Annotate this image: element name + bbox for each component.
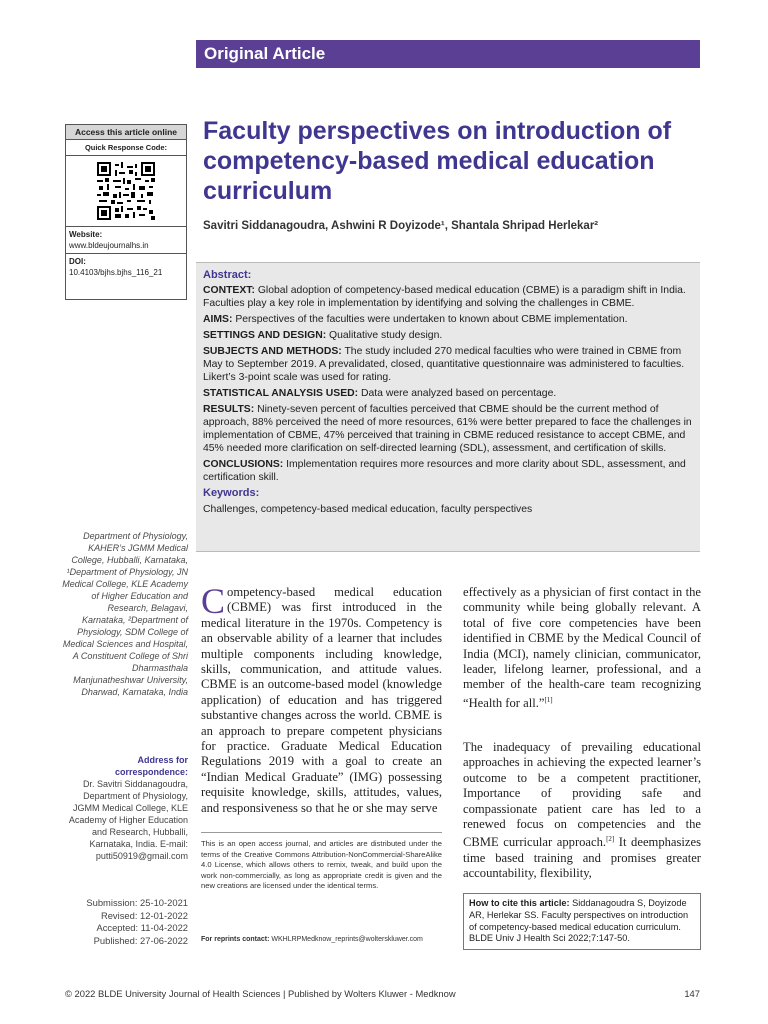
correspondence-heading: Address for correspondence: — [114, 755, 188, 777]
footer-text: © 2022 BLDE University Journal of Health Sciences | Published by Wolters Kluwer - Medknow — [65, 988, 456, 999]
abstract-heading: Abstract: — [203, 269, 252, 281]
keywords-list: Challenges, competency-based medical education, faculty perspectives — [203, 504, 533, 515]
abstract-conclusions: CONCLUSIONS: Implementation requires more resources and more clarity about SDL, assessment, and certification skill. — [203, 459, 686, 483]
cite-label: How to cite this article: — [469, 898, 570, 908]
qr-code-icon[interactable] — [97, 162, 155, 220]
body-text-1: ompetency-based medical education (CBME) was first introduced in the medical literature in the 1970s. Competency is an observable ability of a learner that includes multiple components including knowledge, skills, communication, and attitude values. CBME is an outcome-based model (knowledge application) of education and has triggered substantive changes across the world. CBME is an approach to prepare competent physicians for practice. Graduate Medical Education Regulations 2019 with a goal to create an “Indian Medical Graduate” (IMG) possessing requisite knowledge, skills, attitudes, values, and responsiveness so that he or she may serve — [201, 585, 442, 815]
body-column-1 — [201, 581, 442, 816]
affiliation: Department of Physiology, KAHER’s JGMM Medical College, Hubballi, Karnataka, ¹Department of Physiology, JN Medical College, KLE Academy of Higher Education and Research, Belagavi, Karnataka, ²Department of Physiology, SDM College of Medical Sciences and Hospital, A Constituent College of Shri Dharmasthala Manjunatheshwar University, Dharwad, Karnataka, India — [62, 531, 188, 697]
license-notice: This is an open access journal, and articles are distributed under the terms of the Creative Commons Attribution-NonCommercial-ShareAlike 4.0 License, which allows others to remix, tweak, and build upon the work non-commercially, as long as appropriate credit is given and the new creations are licensed under the identical terms. — [201, 832, 442, 892]
reprints-contact: For reprints contact: WKHLRPMedknow_reprints@wolterskluwer.com — [201, 936, 423, 943]
accepted-date: Accepted: 11-04-2022 — [96, 922, 188, 933]
cite-text: Siddanagoudra S, Doyizode AR, Herlekar SS. Faculty perspectives on introduction of competency-based medical education curriculum. BLDE Univ J Health Sci 2022;7:147-50. — [469, 898, 689, 944]
body-column-2-para-2: The inadequacy of prevailing educational approaches in achieving the expected learner’s outcome to be a competent practitioner, Importance of providing safe and compassionate patient care has led to a renewed focus on competencies and the CBME curricular approach.[2] It deemphasizes time based training and promises greater accountability, flexibility, — [463, 740, 701, 881]
page-number: 147 — [684, 988, 700, 999]
revised-date: Revised: 12-01-2022 — [100, 909, 188, 921]
abstract-methods: SUBJECTS AND METHODS: The study included 270 medical faculties who were trained in CBME from May to September 2019. A prevalidated, closed, quantitative questionnaire was administered to faculties. Likert’s 3-point scale was used for rating. — [203, 346, 685, 383]
abstract-design: SETTINGS AND DESIGN: Qualitative study design. — [203, 330, 443, 341]
citation-box — [463, 893, 701, 950]
abstract-box — [196, 262, 700, 552]
abstract-context: CONTEXT: Global adoption of competency-based medical education (CBME) is a paradigm shift in India. Faculties play a key role in implementation by identifying and solving the challenges in CBME. — [203, 285, 686, 309]
correspondence-section — [62, 754, 188, 862]
doi-value[interactable]: 10.4103/bjhs.bjhs_116_21 — [69, 268, 163, 277]
website-label: Website: — [69, 230, 103, 239]
access-heading: Access this article online — [66, 125, 186, 140]
website-section — [66, 226, 186, 253]
abstract-results: RESULTS: Ninety-seven percent of faculties perceived that CBME should be the current method of approach, 88% perceived the need of more resources, 61% were better prepared to face the challenges in implementation of CBME, 47% perceived that training in CBME reduced resistance to accept CBME, and 45% needed more clarification on self-directed learning (SDL), assessment, and certification of skills. — [203, 404, 692, 454]
article-title: Faculty perspectives on introduction of competency-based medical education curriculum — [203, 117, 672, 205]
author-list: Savitri Siddanagoudra, Ashwini R Doyizode¹, Shantala Shripad Herlekar² — [203, 220, 599, 232]
reference-1[interactable]: [1] — [544, 695, 553, 704]
correspondence-text: Dr. Savitri Siddanagoudra, Department of Physiology, JGMM Medical College, KLE Academy of Higher Education and Research, Hubballi, Karnataka, India. E-mail: putti50919@gmail.com — [68, 779, 188, 861]
access-article-box — [65, 124, 187, 300]
reprints-email[interactable]: WKHLRPMedknow_reprints@wolterskluwer.com — [271, 936, 423, 943]
doi-section — [66, 253, 186, 280]
page-footer — [65, 988, 700, 999]
keywords-heading: Keywords: — [203, 487, 260, 499]
dropcap: C — [201, 581, 226, 621]
qr-label: Quick Response Code: — [66, 140, 186, 156]
submission-date: Submission: 25-10-2021 — [86, 897, 188, 908]
abstract-stat: STATISTICAL ANALYSIS USED: Data were analyzed based on percentage. — [203, 388, 557, 399]
doi-label: DOI: — [69, 257, 86, 266]
abstract-aims: AIMS: Perspectives of the faculties were undertaken to known about CBME implementation. — [203, 314, 628, 325]
article-type-banner: Original Article — [196, 40, 700, 68]
article-dates — [62, 897, 188, 947]
published-date: Published: 27-06-2022 — [93, 934, 188, 946]
body-column-2-para-1: effectively as a physician of first contact in the community while being globally relevant. A total of five core competencies have been identified in CBME by the Medical Council of India (MCI), namely clinician, communicator, leader, lifelong learner, professional, and a member of the health-care team recognizing “Health for all.”[1] — [463, 585, 701, 711]
website-link[interactable]: www.bldeujournalhs.in — [69, 241, 149, 250]
reference-2[interactable]: [2] — [606, 835, 615, 844]
